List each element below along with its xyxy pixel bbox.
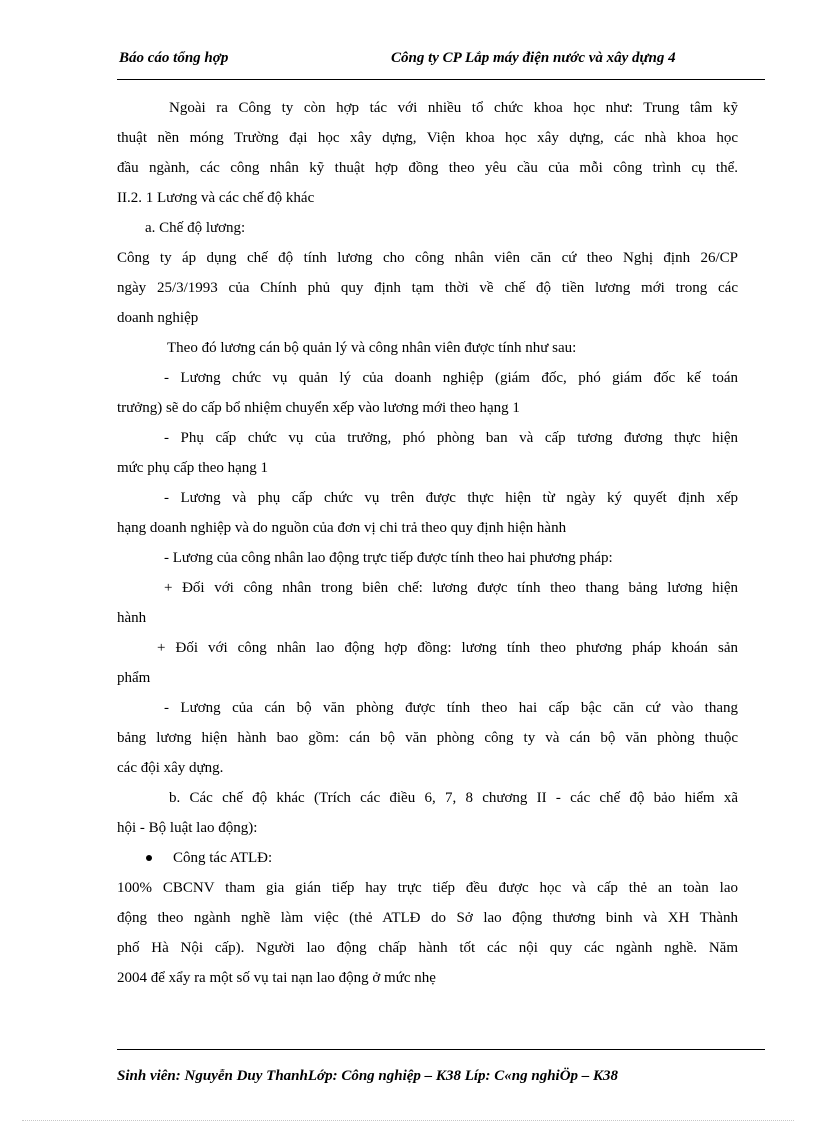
bullet-item-atld: [117, 843, 738, 873]
page-header: [117, 46, 765, 78]
header-report-title: Báo cáo tổng hợp: [119, 50, 229, 66]
page-edge-divider: [22, 1120, 794, 1121]
paragraph-line: + Đối với công nhân trong biên chế: lương được tính theo thang bảng lương hiện: [164, 580, 738, 596]
paragraph-line: trưởng) sẽ do cấp bổ nhiệm chuyển xếp vào lương mới theo hạng 1: [117, 400, 520, 416]
paragraph-line: 100% CBCNV tham gia gián tiếp hay trực tiếp đều được học và cấp thẻ an toàn lao: [117, 880, 738, 896]
bullet-icon: [146, 855, 152, 861]
paragraph-line: - Phụ cấp chức vụ của trưởng, phó phòng ban và cấp tương đương thực hiện: [164, 430, 738, 446]
section-heading: II.2. 1 Lương và các chế độ khác: [117, 190, 315, 206]
paragraph-line: Theo đó lương cán bộ quản lý và công nhân viên được tính như sau:: [167, 340, 577, 356]
paragraph-line: động theo ngành nghề làm việc (thẻ ATLĐ do Sở lao động thương binh và XH Thành: [117, 910, 738, 926]
paragraph-line: b. Các chế độ khác (Trích các điều 6, 7, 8 chương II - các chế độ bảo hiểm xã: [169, 790, 738, 806]
page-footer: Sinh viên: Nguyễn Duy ThanhLớp: Công nghiệp – K38 Líp: C«ng nghiÖp – K38: [117, 1068, 619, 1084]
footer-rule: [117, 1049, 765, 1050]
paragraph-line: 2004 để xẩy ra một số vụ tai nạn lao động ở mức nhẹ: [117, 970, 436, 986]
paragraph-line: - Lương của công nhân lao động trực tiếp được tính theo hai phương pháp:: [164, 550, 613, 566]
paragraph-line: đầu ngành, các công nhân kỹ thuật hợp đồng theo yêu cầu của mỗi công trình cụ thể.: [117, 160, 738, 176]
paragraph-line: phẩm: [117, 670, 151, 686]
paragraph-line: doanh nghiệp: [117, 310, 199, 326]
paragraph-line: Ngoài ra Công ty còn hợp tác với nhiều tổ chức khoa học như: Trung tâm kỹ: [169, 100, 738, 116]
paragraph-line: mức phụ cấp theo hạng 1: [117, 460, 269, 476]
bullet-text: Công tác ATLĐ:: [173, 850, 273, 866]
paragraph-line: thuật nền móng Trường đại học xây dựng, Viện khoa học xây dựng, các nhà khoa học: [117, 130, 738, 146]
paragraph-line: hội - Bộ luật lao động):: [117, 820, 258, 836]
paragraph-line: Công ty áp dụng chế độ tính lương cho công nhân viên căn cứ theo Nghị định 26/CP: [117, 250, 738, 266]
paragraph-line: phố Hà Nội cấp). Người lao động chấp hành tốt các nội quy các ngành nghề. Năm: [117, 940, 738, 956]
paragraph-line: hạng doanh nghiệp và do nguồn của đơn vị chi trả theo quy định hiện hành: [117, 520, 567, 536]
paragraph-line: hành: [117, 610, 147, 626]
paragraph-line: + Đối với công nhân lao động hợp đồng: lương tính theo phương pháp khoán sản: [157, 640, 738, 656]
header-company-name: Công ty CP Lắp máy điện nước và xây dựng 4: [391, 50, 676, 66]
paragraph-line: - Lương và phụ cấp chức vụ trên được thực hiện từ ngày ký quyết định xếp: [164, 490, 738, 506]
list-item-a: a. Chế độ lương:: [145, 220, 246, 236]
paragraph-line: ngày 25/3/1993 của Chính phủ quy định tạm thời về chế độ tiền lương mới trong các: [117, 280, 738, 296]
paragraph-line: - Lương chức vụ quản lý của doanh nghiệp (giám đốc, phó giám đốc kế toán: [164, 370, 738, 386]
paragraph-line: - Lương của cán bộ văn phòng được tính theo hai cấp bậc căn cứ vào thang: [164, 700, 738, 716]
document-body: [117, 93, 738, 993]
header-rule: [117, 79, 765, 80]
paragraph-line: các đội xây dựng.: [117, 760, 224, 776]
paragraph-line: bảng lương hiện hành bao gồm: cán bộ văn phòng công ty và cán bộ văn phòng thuộc: [117, 730, 738, 746]
